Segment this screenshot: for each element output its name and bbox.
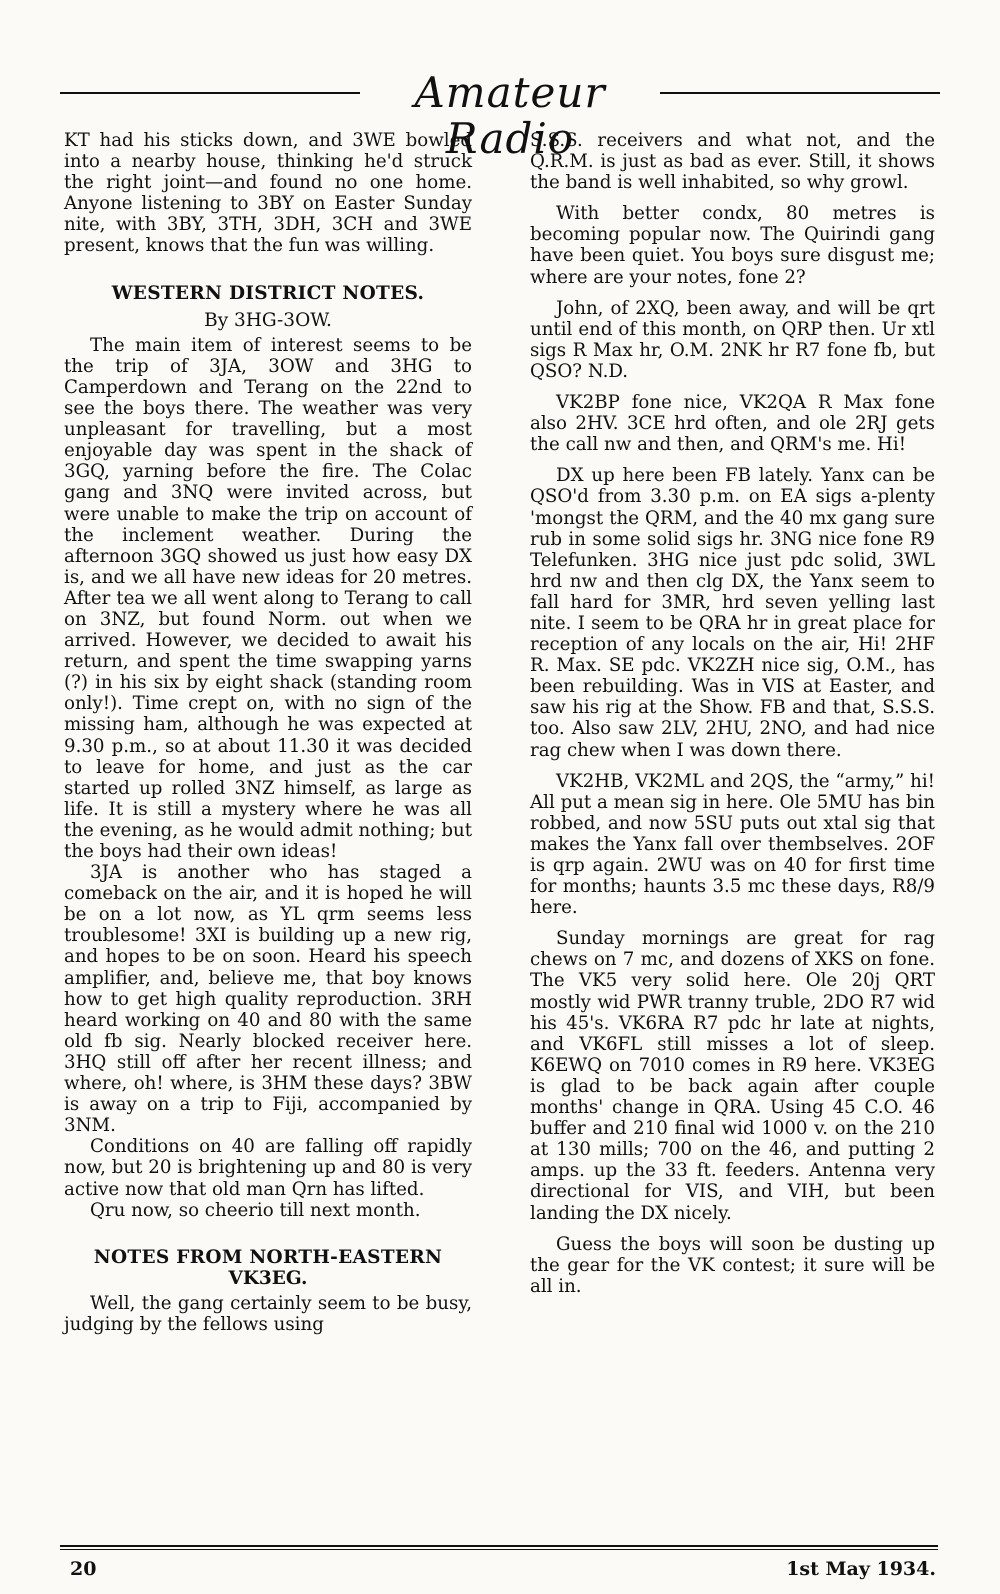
masthead-rule-right — [660, 92, 940, 94]
paragraph: The main item of interest seems to be the trip of 3JA, 3OW and 3HG to Camperdown and Terang on the 22nd to see the boys there. The weather was very unpleasant for travelling, but a most enjoyable day was spent in the shack of 3GQ, yarning before the fire. The Colac gang and 3NQ were invited across, but were unable to make the trip on account of the inclement weather. During the afternoon 3GQ showed us just how easy DX is, and we all have new ideas for 20 metres. After tea we all went along to Terang to call on 3NZ, but found Norm. out when we arrived. However, we decided to await his return, and spent the time swapping yarns (?) in his six by eight shack (standing room only!). Time crept on, with no sign of the missing ham, although he was expected at 9.30 p.m., so at about 11.30 it was decided to leave for home, and just as the car started up rolled 3NZ himself, as large as life. It is still a mystery where he was all the evening, as he would admit nothing; but the boys had their own ideas! — [64, 334, 472, 862]
footer-rule-thin — [60, 1549, 938, 1550]
paragraph: S.S.S. receivers and what not, and the Q.R.M. is just as bad as ever. Still, it shows the band is well inhabited, so why growl. — [530, 130, 935, 194]
section-heading-western-district: WESTERN DISTRICT NOTES. — [111, 282, 425, 304]
paragraph: DX up here been FB lately. Yanx can be QSO'd from 3.30 p.m. on EA sigs a-plenty 'mongst the QRM, and the 40 mx gang sure rub in some solid sigs hr. 3NG nice fone R9 Telefunken. 3HG nice just pdc solid, 3WL hrd nw and then clg DX, the Yanx seem to fall hard for 3MR, hrd seven yelling last nite. I seem to be QRA hr in great place for reception of any locals on the air, Hi! 2HF R. Max. SE pdc. VK2ZH nice sig, O.M., has been rebuilding. Was in VIS at Easter, and saw his rig at the Show. FB and that, S.S.S. too. Also saw 2LV, 2HU, 2NO, and had nice rag chew when I was down there. — [530, 465, 935, 761]
paragraph: Sunday mornings are great for rag chews on 7 mc, and dozens of XKS on fone. The VK5 very solid here. Ole 20j QRT mostly wid PWR tranny truble, 2DO R7 wid his 45's. VK6RA R7 pdc hr late at nights, and VK6FL still misses a lot of sleep. K6EWQ on 7010 comes in R9 here. VK3EG is glad to be back again after couple months' change in QRA. Using 45 C.O. 46 buffer and 210 final wid 1000 v. on the 210 at 130 mills; 700 on the 46, and putting 2 amps. up the 33 ft. feeders. Antenna very directional for VIS, and VIH, but been landing the DX nicely. — [530, 928, 935, 1224]
magazine-title: Amateur Radio — [414, 68, 606, 163]
paragraph: With better condx, 80 metres is becoming popular now. The Quirindi gang have been quiet. You boys sure disgust me; where are your notes, fone 2? — [530, 203, 935, 288]
masthead-rule-left — [60, 92, 360, 94]
issue-date: 1st May 1934. — [786, 1558, 936, 1580]
page-number: 20 — [70, 1558, 97, 1580]
right-column — [530, 130, 935, 1297]
section-heading-north-eastern: NOTES FROM NORTH-EASTERN — [93, 1246, 443, 1268]
paragraph: Qru now, so cheerio till next month. — [90, 1199, 421, 1221]
section-byline: By 3HG-3OW. — [204, 309, 332, 331]
paragraph: 3JA is another who has staged a comeback on the air, and it is hoped he will be on a lot now, as YL qrm seems less troublesome! 3XI is building up a new rig, and hopes to be on soon. Heard his speech amplifier, and, believe me, that boy knows how to get high quality reproduction. 3RH heard working on 40 and 80 with the same old fb sig. Nearly blocked receiver here. 3HQ still off after her recent illness; and where, oh! where, is 3HM these days? 3BW is away on a trip to Fiji, accompanied by 3NM. — [64, 862, 472, 1137]
paragraph: Conditions on 40 are falling off rapidly now, but 20 is brightening up and 80 is very active now that old man Qrn has lifted. — [64, 1136, 472, 1200]
paragraph: VK2BP fone nice, VK2QA R Max fone also 2HV. 3CE hrd often, and ole 2RJ gets the call nw and then, and QRM's me. Hi! — [530, 392, 935, 456]
paragraph: VK2HB, VK2ML and 2QS, the “army,” hi! All put a mean sig in here. Ole 5MU has bin robbed, and now 5SU puts out xtal sig that makes the Yanx fall over thembselves. 2OF is qrp again. 2WU was on 40 for first time for months; haunts 3.5 mc these days, R8/9 here. — [530, 770, 935, 919]
paragraph: Guess the boys will soon be dusting up the gear for the VK contest; it sure will be all in. — [530, 1233, 935, 1297]
paragraph: Well, the gang certainly seem to be busy, judging by the fellows using — [64, 1292, 472, 1335]
footer-rule — [60, 1545, 938, 1547]
left-column — [64, 130, 472, 1335]
section-byline: VK3EG. — [228, 1267, 308, 1289]
paragraph: KT had his sticks down, and 3WE bowled into a nearby house, thinking he'd struck the right joint—and found no one home. Anyone listening to 3BY on Easter Sunday nite, with 3BY, 3TH, 3DH, 3CH and 3WE present, knows that the fun was willing. — [64, 130, 472, 257]
paragraph: John, of 2XQ, been away, and will be qrt until end of this month, on QRP then. Ur xtl sigs R Max hr, O.M. 2NK hr R7 fone fb, but QSO? N.D. — [530, 297, 935, 382]
